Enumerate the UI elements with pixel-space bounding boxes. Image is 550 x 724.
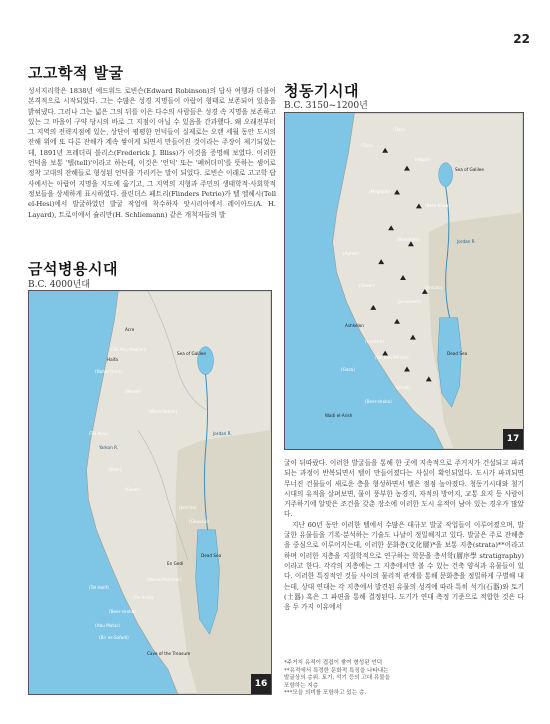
body-paragraph-1: 굴이 뒤따랐다. 이러한 발굴들을 통해 한 곳에 지속적으로 주거지가 건설되고 파괴되는 과정이 반복되면서 텔이 만들어졌다는 사실이 확인되었다. 도시가 파괴되면 무너진 건물들이 새로운 층을 형성하면서 텔은 점점 높아졌다. 청동기시대와 철기시대의 유적을 살펴보면, 물이 풍부한 농경지, 자적의 방어지, 교통 요지 등 사람이 거주하기에 알맞은 조건을 갖춘 장소에 이러한 도시 유적이 남아 있는 경우가 많았다. xyxy=(284,459,524,519)
excavation-body xyxy=(28,86,276,220)
map-17-place-label: Wadi el-Arish xyxy=(325,413,353,418)
map-16-place-label: (Abu Matar) xyxy=(95,623,120,628)
map-16-place-label: (Beer-sheba) xyxy=(109,609,136,614)
map-17-place-label: (Arad) xyxy=(397,385,411,390)
map-chalcolithic-graphic xyxy=(29,291,271,694)
map-17-badge: 17 xyxy=(503,429,523,449)
map-bronze-age xyxy=(284,112,524,450)
map-17-place-label: Dead Sea xyxy=(447,351,468,356)
footnote-line: 포함하는 지층 xyxy=(284,682,319,689)
map-17-place-label: Ashkelon xyxy=(345,323,364,328)
map-17-place-label: (Shechem) xyxy=(397,237,420,242)
map-17-place-label: (Beer-sheba) xyxy=(365,399,392,404)
map-16-place-label: (Wadi Rabah) xyxy=(149,409,178,414)
map-16-place-label: (Nahal Oren) xyxy=(95,369,122,374)
footnotes xyxy=(284,660,524,698)
chalcolithic-subtitle: B.C. 4000년대 xyxy=(28,280,91,290)
map-17-place-label: (Jericho) xyxy=(425,285,443,290)
footnote-line: 발굴상의 층위. 토기, 석기 등의 고대 유물을 xyxy=(284,675,391,682)
map-17-place-label: (Hazor) xyxy=(415,157,431,162)
map-16-place-label: (Azor) xyxy=(109,467,122,472)
map-17-place-label: (Dan) xyxy=(393,127,405,132)
map-16-place-label: Haifa xyxy=(107,357,118,362)
footnote-line: ***모을 의미를 포함하고 있는 층. xyxy=(284,690,367,697)
page-number: 22 xyxy=(513,32,530,46)
map-16-place-label: (Tel Abu Hawam) xyxy=(111,347,147,352)
footnote-line: *주거지 유적이 겹겹이 쌓여 형성된 언덕 xyxy=(284,660,383,666)
map-16-place-label: (Jericho) xyxy=(179,505,197,510)
map-16-badge: 16 xyxy=(251,674,271,694)
map-17-place-label: (Gaza) xyxy=(341,367,355,372)
section-title-chalcolithic: 금석병용시대 xyxy=(28,260,118,278)
map-17-place-label: (Jerusalem) xyxy=(397,299,422,304)
map-16-place-label: (Gezer) xyxy=(125,487,141,492)
map-16-place-label: Sea of Galilee xyxy=(177,351,206,356)
map-17-place-label: (Tyre) xyxy=(361,143,373,148)
map-17-place-label: Sea of Galilee xyxy=(455,167,484,172)
map-17-place-label: (Tel Beit Mirsim) xyxy=(375,355,409,360)
bronze-age-subtitle: B.C. 3150~1200년 xyxy=(284,101,368,111)
map-16-place-label: (Tel Halif) xyxy=(89,585,109,590)
body-paragraph-2: 지난 60년 동안 이러한 텔에서 수많은 대규모 발굴 작업들이 이루어졌으며, 발굴한 유물들을 기록·분석하는 기술도 나날이 정밀해지고 있다. 발굴은 주로 잔해층을 중심으로 이루어지는데, 이러한 문화층(文化層)*을 보통 지층(strata)**이라고 하며 이러한 지층을 지질학적으로 연구하는 학문을 층서학(層序學 stratigraphy)이라고 한다. 각각의 지층에는 그 지층에서만 볼 수 있는 건축 양식과 유물들이 있다. 이러한 특징적인 것들 사이의 물리적 관계를 통해 문화층을 정밀하게 구별해 내는데, 상대 연대는 각 지층에서 발견된 유물의 성격에 따라 특히 석기(石器)와 토기(土器) 혹은 그 파편을 통해 결정된다. 도기가 연대 측정 기준으로 적합한 것은 다음 두 가지 이유에서 xyxy=(284,520,524,612)
map-16-place-label: Dead Sea xyxy=(201,553,222,558)
map-16-place-label: (Ghassul) xyxy=(189,519,209,524)
map-17-place-label: (Aphek) xyxy=(343,251,360,256)
map-16-place-label: En Gedi xyxy=(167,561,184,566)
map-16-place-label: (Tel Arad) xyxy=(133,595,153,600)
section-title-excavation: 고고학적 발굴 xyxy=(28,64,124,82)
map-17-place-label: (Beth Shan) xyxy=(425,203,450,208)
map-bronze-age-graphic xyxy=(285,113,523,449)
map-16-place-label: Yarkon R. xyxy=(99,445,119,450)
map-17-place-label: (Lachish) xyxy=(365,339,385,344)
map-16-place-label: (Meser) xyxy=(125,389,141,394)
map-16-place-label: Jordan R. xyxy=(213,431,232,436)
excavation-paragraph: 성서지리학은 1838년 에드워드 로빈슨(Edward Robinson)의 답사 여행과 더불어 본격적으로 시작되었다. 그는 수많은 성경 지명들이 아랍어 형태로 보존되어 있음을 밝혀냈다. 그러나 그는 넓은 그의 뒤를 이은 다수의 사람들은 성경 속 지명을 보존하고 있는 그 마을이 구약 당시의 바로 그 지점이 아닐 수 있음을 간과했다. 왜 오래전부터 그 지역의 전략지점에 있는, 상단이 평평한 언덕들이 실제로는 오랜 세월 동안 도시의 잔해 위에 또 다른 잔해가 계속 쌓이게 되면서 만들어진 것이라는 주장이 제기되었는데, 1891년 프레더릭 블리스(Frederick J. Bliss)가 이것을 증명해 보였다. 이러한 언덕을 보통 '텔(tell)'이라고 하는데, 이것은 '언덕' 또는 '폐허더미'를 뜻하는 셈어로 정착 고대의 잔해들로 형성된 언덕을 가리키는 말이 되었다. 로빈슨 이래로 고고학 답사에서는 아랍어 지명을 지도에 옮기고, 그 지역의 지형과 주민의 생태학적·사회학적 정보들을 상세하게 표시하였다. 플린더스 페트리(Flinders Petrie)가 텔 엘헤시(Tell el-Hesi)에서 발굴하였던 발굴 작업에 착수하자 앗시리아에서 레이아드(A. H. Layard), 트로이에서 슐리만(H. Schliemann) 같은 개척자들의 발 xyxy=(28,87,276,219)
map-16-place-label: (Bir es-Safadi) xyxy=(99,635,129,640)
map-17-place-label: (Gezer) xyxy=(359,283,375,288)
footnote-line: **유적에서 특정한 문화적 특징을 나타내는 xyxy=(284,667,389,674)
map-chalcolithic xyxy=(28,290,272,695)
map-17-place-label: Jordan R. xyxy=(457,239,476,244)
map-16-place-label: Cave of the Treasure xyxy=(147,651,191,656)
excavation-body-continued xyxy=(284,458,524,612)
map-16-place-label: (Nahal Mishmar) xyxy=(147,577,182,582)
map-17-place-label: (Megiddo) xyxy=(369,189,391,194)
map-16-place-label: (Tel Aviv) xyxy=(89,431,108,436)
section-title-bronze-age: 청동기시대 xyxy=(284,82,359,100)
map-16-place-label: Acre xyxy=(125,327,135,332)
